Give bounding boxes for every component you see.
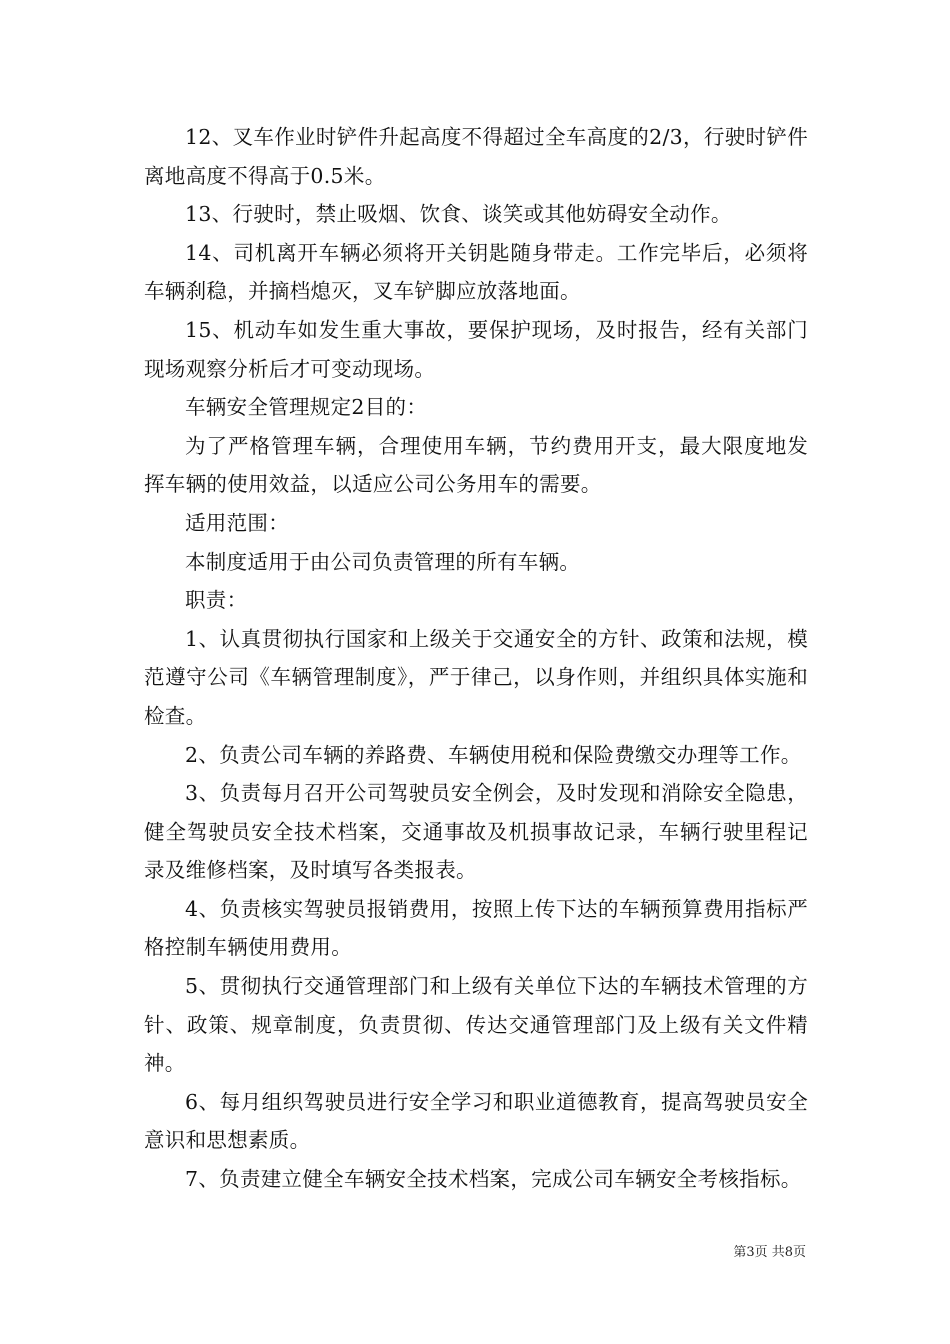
duty-item-7: 7、负责建立健全车辆安全技术档案，完成公司车辆安全考核指标。 <box>185 1167 802 1192</box>
purpose-text: 为了严格管理车辆，合理使用车辆，节约费用开支，最大限度地发挥车辆的使用效益，以适应公司公务用车的需要。 <box>144 433 808 497</box>
section-heading-scope: 适用范围： <box>185 510 289 535</box>
paragraph-12: 12、叉车作业时铲件升起高度不得超过全车高度的2/3，行驶时铲件离地高度不得高于0.5米。 <box>144 125 808 188</box>
duty-item-4: 4、负责核实驾驶员报销费用，按照上传下达的车辆预算费用指标严格控制车辆使用费用。 <box>144 896 808 960</box>
duty-item-2: 2、负责公司车辆的养路费、车辆使用税和保险费缴交办理等工作。 <box>185 742 802 767</box>
document-body <box>144 118 808 1199</box>
page-number-footer: 第3页 共8页 <box>733 1245 806 1260</box>
section-heading-duties: 职责： <box>185 588 248 613</box>
section-heading-purpose: 车辆安全管理规定2目的： <box>185 395 428 420</box>
duty-item-5: 5、贯彻执行交通管理部门和上级有关单位下达的车辆技术管理的方针、政策、规章制度，负责贯彻、传达交通管理部门及上级有关文件精神。 <box>144 974 808 1076</box>
paragraph-13: 13、行驶时，禁止吸烟、饮食、谈笑或其他妨碍安全动作。 <box>185 202 732 227</box>
paragraph-14: 14、司机离开车辆必须将开关钥匙随身带走。工作完毕后，必须将车辆刹稳，并摘档熄灭，叉车铲脚应放落地面。 <box>144 240 808 304</box>
duty-item-3: 3、负责每月召开公司驾驶员安全例会，及时发现和消除安全隐患，健全驾驶员安全技术档案，交通事故及机损事故记录，车辆行驶里程记录及维修档案，及时填写各类报表。 <box>144 781 808 883</box>
scope-text: 本制度适用于由公司负责管理的所有车辆。 <box>185 549 581 574</box>
duty-item-1: 1、认真贯彻执行国家和上级关于交通安全的方针、政策和法规，模范遵守公司《车辆管理制度》，严于律己，以身作则，并组织具体实施和检查。 <box>144 626 808 728</box>
paragraph-15: 15、机动车如发生重大事故，要保护现场，及时报告，经有关部门现场观察分析后才可变动现场。 <box>144 317 808 381</box>
duty-item-6: 6、每月组织驾驶员进行安全学习和职业道德教育，提高驾驶员安全意识和思想素质。 <box>144 1089 808 1153</box>
